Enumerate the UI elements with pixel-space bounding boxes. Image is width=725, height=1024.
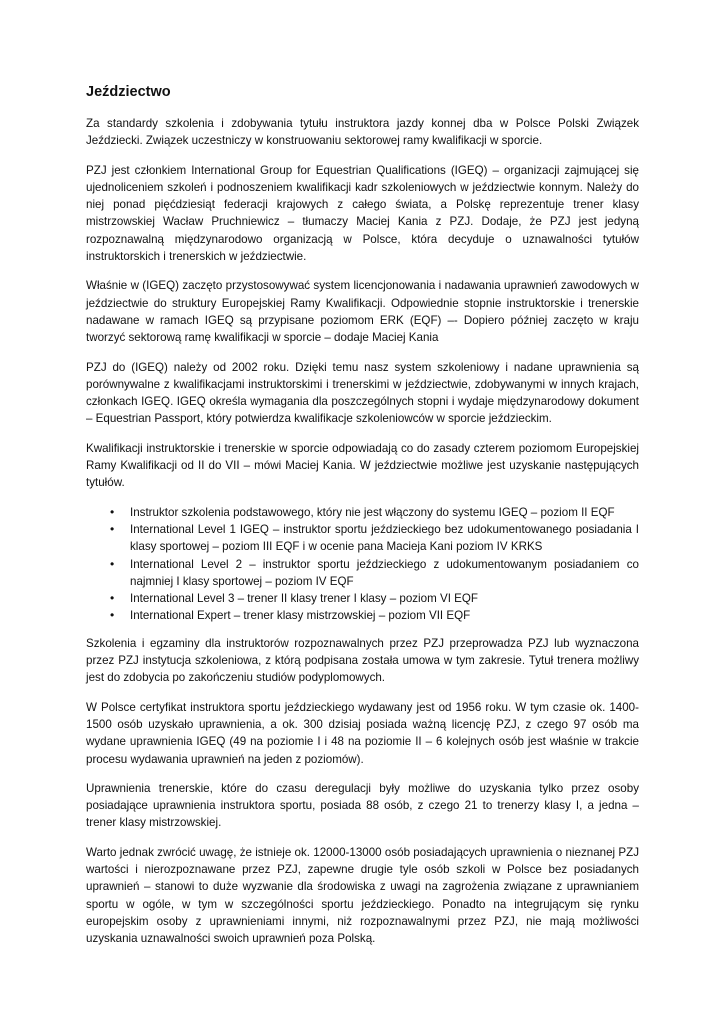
paragraph: Za standardy szkolenia i zdobywania tytułu instruktora jazdy konnej dba w Polsce Polski Związek Jeździecki. Związek uczestniczy w konstruowaniu sektorowej ramy kwalifikacji w sporcie. <box>86 117 639 148</box>
paragraph: Warto jednak zwrócić uwagę, że istnieje ok. 12000-13000 osób posiadających uprawnienia o nieznanej PZJ wartości i nierozpoznawane przez PZJ, zapewne drugie tyle osób szkoli w Polsce bez posiadanych uprawnień – stanowi to duże wyzwanie dla środowiska z uwagi na zagrożenia związane z uprawnianiem sportu w ogóle, w tym w szczególności sportu jeździeckiego. Ponadto na integrującym się rynku europejskim osoby z uprawnieniami innymi, niż rozpoznawalnymi przez PZJ, nie mają możliwości uzyskania uznawalności swoich uprawnień poza Polską. <box>86 845 639 946</box>
qualification-list <box>86 504 639 625</box>
paragraph: W Polsce certyfikat instruktora sportu jeździeckiego wydawany jest od 1956 roku. W tym czasie ok. 1400-1500 osób uzyskało uprawnienia, a ok. 300 dzisiaj posiada ważną licencję PZJ, z czego 97 osób ma wydane uprawnienia IGEQ (49 na poziomie I i 48 na poziomie II – 6 kolejnych osób jest właśnie w trakcie procesu wydawania uprawnień na jeden z poziomów). <box>86 700 639 766</box>
list-item: • International Level 2 – instruktor sportu jeździeckiego z udokumentowanym posiadaniem co najmniej I klasy sportowej – poziom IV EQF <box>130 556 639 591</box>
paragraph: Kwalifikacji instruktorskie i trenerskie w sporcie odpowiadają co do zasady czterem poziomom Europejskiej Ramy Kwalifikacji od II do VII – mówi Maciej Kania. W jeździectwie możliwe jest uzyskanie następujących tytułów. <box>86 441 639 490</box>
paragraph: PZJ jest członkiem International Group for Equestrian Qualifications (IGEQ) – organizacji zajmującej się ujednoliceniem szkoleń i podnoszeniem kwalifikacji kadr szkoleniowych w jeździectwie konnym. Należy do niej ponad pięćdziesiąt federacji krajowych z całego świata, a Polskę reprezentuje trener klasy mistrzowskiej Wacław Pruchniewicz – tłumaczy Maciej Kania z PZJ. Dodaje, że PZJ jest jedyną rozpoznawalną międzynarodowo organizacją w Polsce, która decyduje o uznawalności tytułów instruktorskich i trenerskich w jeździectwie. <box>86 163 639 264</box>
paragraph: Uprawnienia trenerskie, które do czasu deregulacji były możliwe do uzyskania tylko przez osoby posiadające uprawnienia instruktora sportu, posiada 88 osób, z czego 21 to trenerzy klasy I, a jedna – trener klasy mistrzowskiej. <box>86 781 639 830</box>
list-item: • International Level 3 – trener II klasy trener I klasy – poziom VI EQF <box>130 590 639 607</box>
list-item: • International Level 1 IGEQ – instruktor sportu jeździeckiego bez udokumentowanego posiadania I klasy sportowej – poziom III EQF i w ocenie pana Macieja Kani poziom IV KRKS <box>130 521 639 556</box>
paragraph: PZJ do (IGEQ) należy od 2002 roku. Dzięki temu nasz system szkoleniowy i nadane uprawnienia są porównywalne z kwalifikacjami instruktorskimi i trenerskimi w jeździectwie, zdobywanymi w innych krajach, członkach IGEQ. IGEQ określa wymagania dla poszczególnych stopni i wydaje międzynarodowy dokument – Equestrian Passport, który potwierdza kwalifikacje szkoleniowców w sporcie jeździeckim. <box>86 360 639 426</box>
list-item: • Instruktor szkolenia podstawowego, który nie jest włączony do systemu IGEQ – poziom II EQF <box>130 504 639 521</box>
list-item: • International Expert – trener klasy mistrzowskiej – poziom VII EQF <box>130 607 639 624</box>
paragraph: Szkolenia i egzaminy dla instruktorów rozpoznawalnych przez PZJ przeprowadza PZJ lub wyznaczona przez PZJ instytucja szkoleniowa, z którą podpisana została umowa w tym zakresie. Tytuł trenera możliwy jest do zdobycia po zakończeniu studiów podyplomowych. <box>86 636 639 685</box>
document-title: Jeździectwo <box>86 84 171 100</box>
paragraph: Właśnie w (IGEQ) zaczęto przystosowywać system licencjonowania i nadawania uprawnień zawodowych w jeździectwie do struktury Europejskiej Ramy Kwalifikacji. Odpowiednie stopnie instruktorskie i trenerskie nadawane w ramach IGEQ są przypisane poziomom ERK (EQF) –- Dopiero później zaczęto w kraju tworzyć sektorową ramę kwalifikacji w sporcie – dodaje Maciej Kania <box>86 279 639 345</box>
